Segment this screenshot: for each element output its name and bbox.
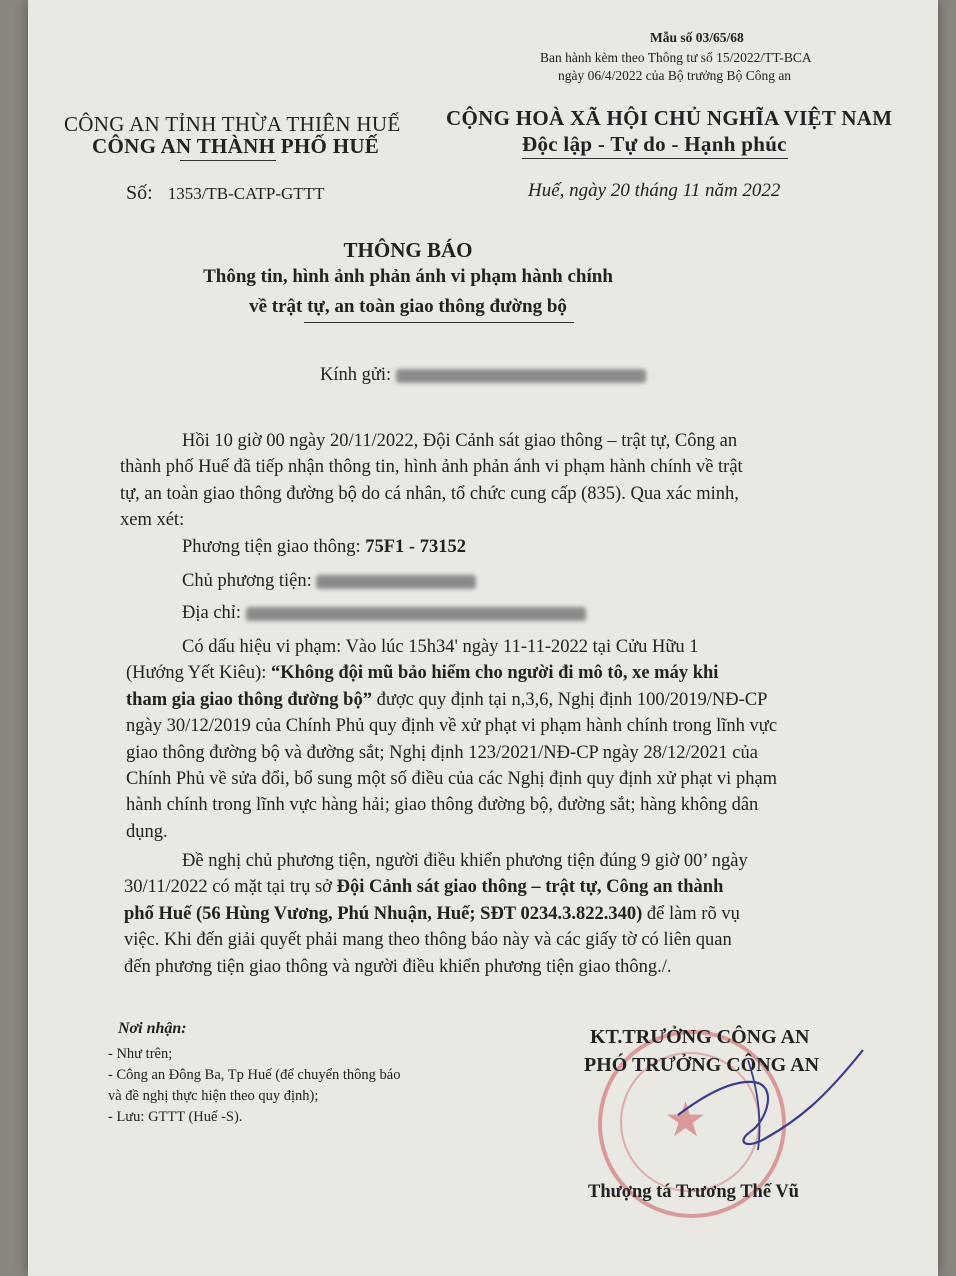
ref-number: 1353/TB-CATP-GTTT (167, 184, 325, 203)
title-underline (304, 322, 574, 323)
violation-line: ngày 30/12/2019 của Chính Phủ quy định về xử phạt vi phạm hành chính trong lĩnh vực (126, 716, 778, 737)
intro-paragraph (120, 428, 900, 534)
document-page (28, 0, 938, 1276)
violation-paragraph (126, 634, 870, 845)
doc-subtitle-1: Thông tin, hình ảnh phản ánh vi phạm hành chính (203, 266, 613, 287)
signature-line2: PHÓ TRƯỞNG CÔNG AN (584, 1054, 820, 1076)
violation-offense-cont: tham gia giao thông đường bộ” (126, 689, 372, 710)
recipient-item: - Công an Đông Ba, Tp Huế (để chuyển thông báo (108, 1067, 401, 1083)
owner-label: Chủ phương tiện: (182, 571, 312, 591)
request-date: 30/11/2022 có mặt tại trụ sở (124, 877, 337, 898)
violation-line: Có dấu hiệu vi phạm: Vào lúc 15h34' ngày 11-11-2022 tại Cửu Hữu 1 (182, 637, 699, 657)
request-paragraph (124, 848, 874, 980)
form-issued-line2: ngày 06/4/2022 của Bộ trưởng Bộ Công an (558, 68, 792, 83)
recipient-label: Kính gửi: (320, 365, 392, 385)
official-stamp: ★ (598, 1030, 786, 1218)
request-line: đến phương tiện giao thông và người điều khiển phương tiện giao thông./. (124, 956, 672, 977)
agency-underline (180, 160, 276, 161)
violation-line: hành chính trong lĩnh vực hàng hải; giao thông đường bộ, đường sắt; hàng không dân (126, 795, 759, 816)
address-line (182, 600, 586, 627)
recipients-list (108, 1044, 401, 1128)
form-code: Mẫu số 03/65/68 (650, 30, 744, 45)
nation-title: CỘNG HOÀ XÃ HỘI CHỦ NGHĨA VIỆT NAM (446, 106, 893, 130)
violation-line: dụng. (126, 821, 168, 842)
recipient-item: - Lưu: GTTT (Huế -S). (108, 1109, 243, 1125)
request-line: Đề nghị chủ phương tiện, người điều khiển phương tiện đúng 9 giờ 00’ ngày (182, 851, 748, 871)
request-line: việc. Khi đến giải quyết phải mang theo thông báo này và các giấy tờ có liên quan (124, 930, 732, 951)
intro-line: xem xét: (120, 510, 185, 531)
violation-line: Chính Phủ về sửa đổi, bổ sung một số điều của các Nghị định quy định xử phạt vi phạm (126, 769, 778, 790)
date-line: Huế, ngày 20 tháng 11 năm 2022 (528, 180, 781, 201)
request-office: Đội Cảnh sát giao thông – trật tự, Công an thành (336, 877, 724, 898)
violation-offense: “Không đội mũ bảo hiểm cho người đi mô tô, xe máy khi (271, 663, 719, 684)
signature-line1: KT.TRƯỞNG CÔNG AN (590, 1026, 810, 1048)
intro-line: tự, an toàn giao thông đường bộ do cá nhân, tổ chức cung cấp (835). Qua xác minh, (120, 483, 739, 504)
ref-label: Số: (126, 182, 153, 204)
recipient-line (320, 362, 646, 389)
ref-line (126, 182, 324, 205)
recipients-heading: Nơi nhận: (118, 1020, 187, 1037)
owner-line (182, 568, 476, 595)
agency-parent: CÔNG AN TỈNH THỪA THIÊN HUẾ (64, 112, 401, 136)
intro-line: thành phố Huế đã tiếp nhận thông tin, hình ảnh phản ánh vi phạm hành chính về trật (120, 457, 743, 478)
vehicle-label: Phương tiện giao thông: (182, 537, 361, 557)
redacted-owner (316, 575, 476, 589)
request-line (124, 901, 874, 927)
intro-line: Hồi 10 giờ 00 ngày 20/11/2022, Đội Cảnh sát giao thông – trật tự, Công an (182, 431, 738, 451)
vehicle-plate: 75F1 - 73152 (365, 537, 466, 557)
redacted-address (246, 607, 586, 621)
form-issued-line1: Ban hành kèm theo Thông tư số 15/2022/TT-BCA (540, 50, 812, 65)
violation-location: (Hướng Yết Kiêu): (126, 663, 271, 684)
request-purpose: để làm rõ vụ (642, 903, 740, 924)
nation-motto: Độc lập - Tự do - Hạnh phúc (522, 132, 787, 156)
doc-subtitle-2: về trật tự, an toàn giao thông đường bộ (249, 296, 567, 317)
request-line (124, 874, 874, 900)
violation-line (126, 687, 870, 713)
recipient-item: - Như trên; (108, 1046, 173, 1062)
agency-name: CÔNG AN THÀNH PHỐ HUẾ (92, 134, 380, 158)
violation-legal-ref: được quy định tại n,3,6, Nghị định 100/2019/NĐ-CP (371, 689, 768, 710)
vehicle-line (182, 534, 466, 561)
violation-line: giao thông đường bộ và đường sắt; Nghị định 123/2021/NĐ-CP ngày 28/12/2021 của (126, 742, 758, 763)
doc-title: THÔNG BÁO (343, 238, 473, 262)
address-label: Địa chỉ: (182, 603, 242, 623)
signer-name: Thượng tá Trương Thế Vũ (588, 1182, 799, 1202)
handwritten-signature (658, 1020, 878, 1190)
request-office-address: phố Huế (56 Hùng Vương, Phú Nhuận, Huế; SĐT 0234.3.822.340) (124, 903, 643, 924)
violation-line (126, 660, 870, 686)
motto-underline (522, 158, 788, 159)
recipient-item: và đề nghị thực hiện theo quy định); (108, 1088, 319, 1104)
redacted-recipient (396, 369, 646, 383)
